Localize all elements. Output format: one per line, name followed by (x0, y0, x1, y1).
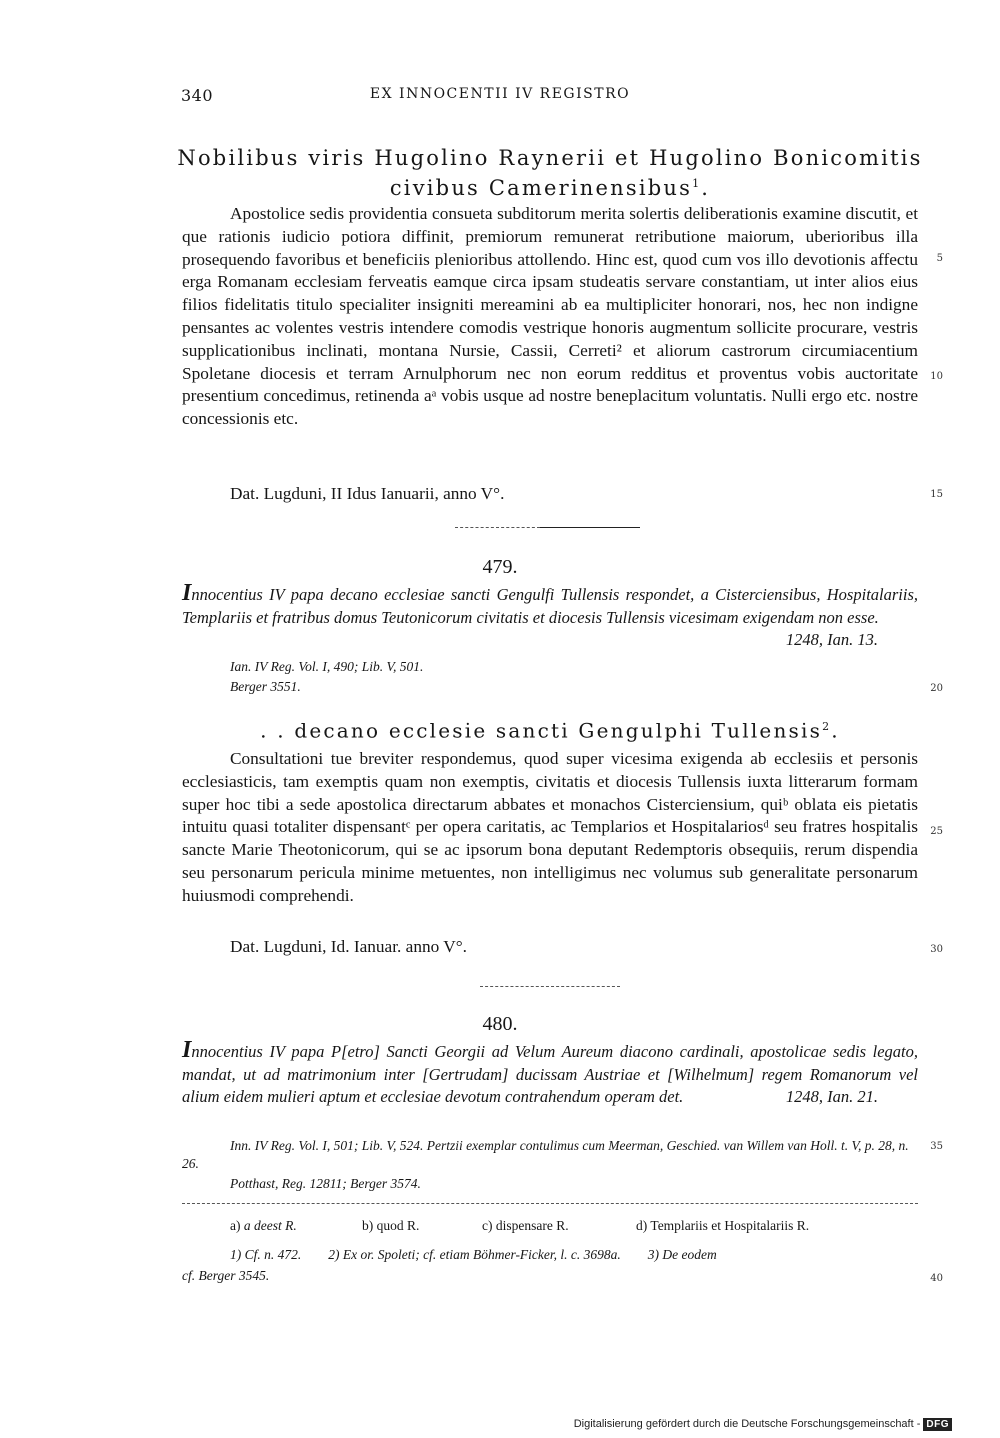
dfg-logo: DFG (923, 1418, 952, 1431)
separator-dashed-2 (480, 986, 620, 987)
prev-address-line-2: civibus Camerinensibus$^1$. (389, 176, 711, 200)
footnote-separator (182, 1203, 918, 1204)
line-number-5: 5 (936, 253, 943, 264)
doc-480-source-2: Potthast, Reg. 12811; Berger 3574. (230, 1176, 421, 1191)
doc-479-initial: I (182, 580, 192, 606)
line-number-10: 10 (930, 371, 943, 382)
page-number: 340 (181, 86, 214, 105)
separator-dashed (455, 527, 540, 528)
separator-rule (540, 527, 640, 528)
credit-line (574, 1418, 952, 1431)
doc-479-body-paragraph: Consultationi tue breviter respondemus, quod super vicesima exigenda ab ecclesiis et personis ecclesiasticis, tam exemptis quam non exemptis, civitatis et diocesis Tullensis iuxta litterarum formam super hoc tibi a sede apostolica directarum abbates et monachos Cisterciensium, quiᵇ oblata eis pietatis intuitu quasi totaliter dispensantᶜ per opera caritatis, ac Templarios et Hospitalariosᵈ seu fratres hospitalis sancte Marie Theotonicorum, qui se ac ipsorum bona deputant Redemptoris obsequiis, rerum dispendia seu personarum pericula minime metuentes, non intelligimus nec volumus sub generalitate personarum huiusmodi comprehendi. (182, 749, 918, 905)
doc-479-address-text: . . decano ecclesie sancti Gengulphi Tullensis (260, 718, 823, 743)
doc-480-source-1: Inn. IV Reg. Vol. I, 501; Lib. V, 524. Pertzii exemplar contulimus cum Meerman, Geschied. van Willem van Holl. t. V, p. 28, n. 26. (182, 1138, 909, 1171)
doc-480-date: 1248, Ian. 21. (785, 1087, 878, 1106)
prev-address-footnote-mark: 1 (692, 177, 702, 190)
doc-480-initial: I (182, 1037, 192, 1063)
variant-footnote-a (230, 1218, 297, 1234)
prev-address-line-1: Nobilibus viris Hugolino Raynerii et Hugolino Bonicomitis (177, 146, 923, 170)
doc-479-date: 1248, Ian. 13. (785, 630, 878, 649)
doc-480-number: 480. (482, 1013, 518, 1035)
prev-dat-line: Dat. Lugduni, II Idus Ianuarii, anno V°. (230, 484, 505, 503)
doc-479-body (182, 748, 918, 908)
variant-d-text: Templariis et Hospitalariis R. (650, 1218, 810, 1233)
doc-479-address: . . decano ecclesie sancti Gengulphi Tullensis$^2$. (260, 718, 840, 743)
notes-line-1: 1) Cf. n. 472. 2) Ex or. Spoleti; cf. etiam Böhmer-Ficker, l. c. 3698a. 3) De eodem (230, 1247, 717, 1262)
prev-body (182, 203, 918, 431)
doc-479-regest (182, 582, 918, 652)
running-title: EX INNOCENTII IV REGISTRO (369, 86, 631, 102)
variant-a-text: a deest R. (243, 1218, 297, 1233)
notes-line-2: cf. Berger 3545. (182, 1268, 270, 1283)
variant-footnote-b (362, 1218, 419, 1234)
doc-479-source-1: Ian. IV Reg. Vol. I, 490; Lib. V, 501. (230, 659, 424, 674)
doc-479-number: 479. (482, 556, 518, 578)
doc-479-source-2: Berger 3551. (230, 679, 301, 694)
line-number-35: 35 (930, 1141, 943, 1152)
doc-480-regest-text: nnocentius IV papa P[etro] Sancti Georgii ad Velum Aureum diacono cardinali, apostolicae sedis legato, mandat, ut ad matrimonium inter [Gertrudam] ducissam Austriae et [Wilhelmum] regem Romanorum vel alium eidem mulieri aptum et ecclesiae devotum contrahendum operam det. (182, 1042, 918, 1106)
line-number-40: 40 (930, 1273, 943, 1284)
line-number-20: 20 (930, 683, 943, 694)
credit-text: Digitalisierung gefördert durch die Deutsche Forschungsgemeinschaft - (573, 1418, 921, 1430)
prev-body-paragraph: Apostolice sedis providentia consueta subditorum merita solertis deliberationis examine discutit, et que rationis iudicio potiora diffinit, premiorum remunerat retributione maiorum, uberioribus illa prosequendo favoribus et beneficiis plenioribus attollendo. Hinc est, quod cum vos illo devotionis affectu erga Romanam ecclesiam ferveatis eamque circa ipsam studeatis servare constantiam, ut inter alios eius filios fidelitatis titulo specialiter insigniti mereamini ab ea multipliciter honorari, nos, hec non indigne pensantes ac volentes vestris intendere comodis vestrique honoris augmentum sollicite procurare, vestris supplicationibus inclinati, montana Nursie, Cassii, Cerreti² et aliorum castrorum circumiacentium Spoletane diocesis et terram Arnulphorum nec non eorum redditus et proventus vobis auctoritate presentium concedimus, retinenda aᵃ vobis usque ad nostre beneplacitum voluntatis. Nulli ergo etc. nostre concessionis etc. (182, 204, 918, 429)
variant-c-mark: c) (482, 1218, 493, 1233)
variant-c-text: dispensare R. (495, 1218, 569, 1233)
doc-479-address-footnote-mark: 2 (822, 720, 832, 733)
variant-footnote-c (482, 1218, 569, 1234)
variant-b-mark: b) (362, 1218, 374, 1233)
variant-d-mark: d) (636, 1218, 648, 1233)
doc-479-dat-line: Dat. Lugduni, Id. Ianuar. anno V°. (230, 937, 467, 956)
line-number-25: 25 (930, 826, 943, 837)
prev-address-text: civibus Camerinensibus (389, 176, 693, 200)
line-number-30: 30 (930, 944, 943, 955)
variant-a-mark: a) (230, 1218, 241, 1233)
doc-480-regest (182, 1039, 918, 1109)
variant-b-text: quod R. (376, 1218, 420, 1233)
line-number-15: 15 (930, 489, 943, 500)
doc-479-regest-text: nnocentius IV papa decano ecclesiae sancti Gengulfi Tullensis respondet, a Cisterciensibus, Hospitalariis, Templariis et fratribus domus Teutonicorum civitatis et diocesis Tullensis vicesimam exigendam non esse. (182, 585, 918, 627)
variant-footnote-d (636, 1218, 809, 1234)
